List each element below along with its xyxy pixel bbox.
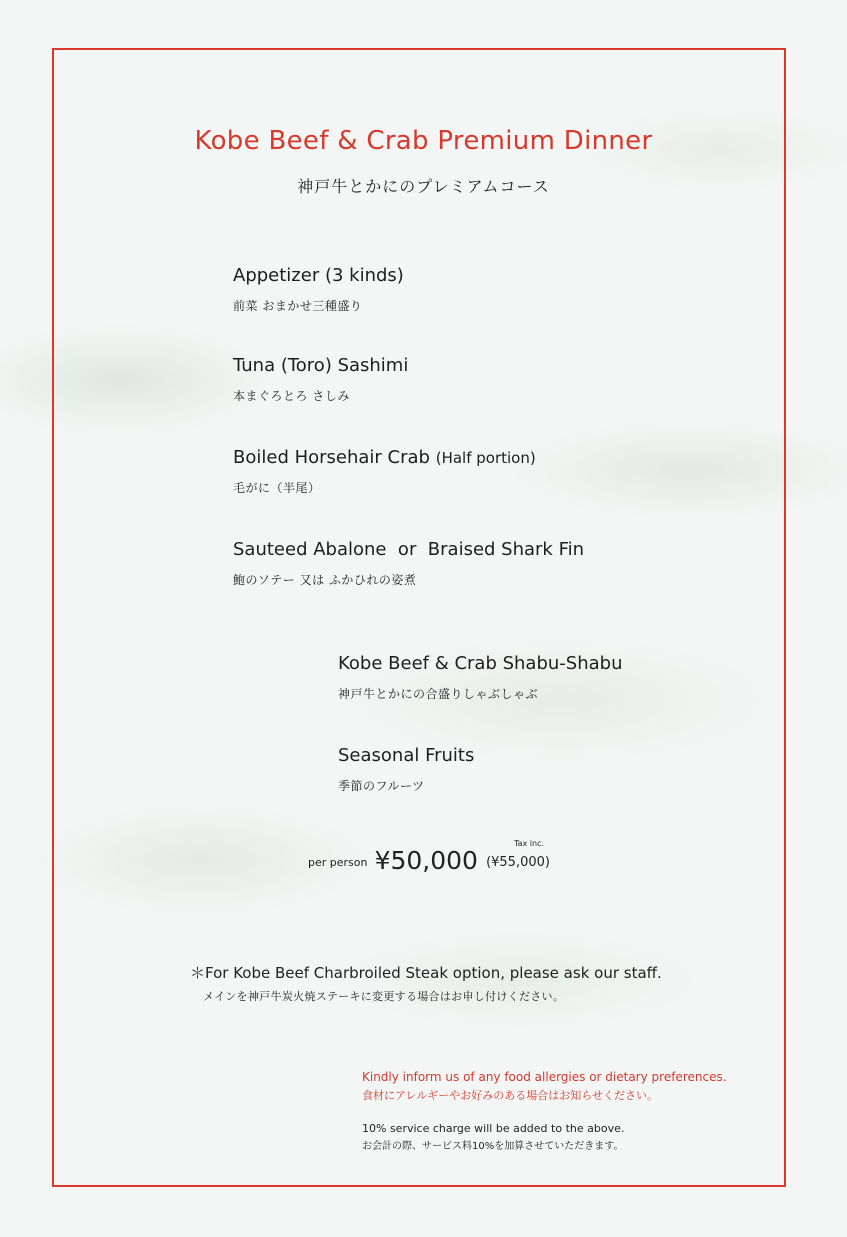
course-name-jp: 鮑のソテー 又は ふかひれの姿煮 (233, 573, 417, 587)
menu-subtitle-jp: 神戸牛とかにのプレミアムコース (297, 177, 550, 196)
allergy-note-jp: 食材にアレルギーやお好みのある場合はお知らせください。 (362, 1089, 658, 1102)
service-charge-note (362, 1122, 624, 1152)
service-note-en: 10% service charge will be added to the above. (362, 1122, 625, 1135)
course-name-en: Boiled Horsehair Crab (Half portion) (233, 447, 536, 468)
course-item (233, 447, 536, 496)
steak-option-note (190, 962, 662, 1004)
tax-inclusive-price: (¥55,000) (486, 855, 550, 870)
allergy-note (362, 1070, 727, 1103)
course-name-en: Kobe Beef & Crab Shabu-Shabu (338, 653, 623, 674)
menu-border-frame (52, 48, 786, 1187)
tax-inc-label: Tax inc. (514, 839, 545, 848)
course-item (233, 539, 584, 588)
course-item (233, 355, 408, 404)
course-item (338, 653, 623, 702)
course-name-en: Appetizer (3 kinds) (233, 265, 404, 286)
portion-note: (Half portion) (435, 449, 536, 467)
steak-note-jp: メインを神戸牛炭火焼ステーキに変更する場合はお申し付けください。 (203, 990, 565, 1003)
course-name-jp: 毛がに（半尾） (233, 481, 321, 495)
steak-note-en: ＊For Kobe Beef Charbroiled Steak option, please ask our staff. (190, 964, 662, 982)
course-item (233, 265, 404, 314)
course-name-jp: 本まぐろとろ さしみ (233, 389, 350, 403)
course-item (338, 745, 474, 794)
course-name-en: Tuna (Toro) Sashimi (233, 355, 409, 376)
course-name-en: Sauteed Abalone or Braised Shark Fin (233, 539, 585, 560)
tax-inclusive-group (486, 839, 550, 870)
service-note-jp: お会計の際、サービス料10%を加算させていただきます。 (362, 1141, 624, 1152)
course-name-en: Seasonal Fruits (338, 745, 475, 766)
price-line (308, 839, 550, 875)
menu-title: Kobe Beef & Crab Premium Dinner (194, 126, 653, 156)
course-name-jp: 季節のフルーツ (338, 779, 425, 793)
course-name-jp: 神戸牛とかにの合盛りしゃぶしゃぶ (338, 687, 539, 701)
course-name-jp: 前菜 おまかせ三種盛り (233, 299, 363, 313)
per-person-label: per person (308, 856, 368, 869)
price-amount: ¥50,000 (374, 846, 478, 875)
allergy-note-en: Kindly inform us of any food allergies or dietary preferences. (362, 1070, 727, 1084)
